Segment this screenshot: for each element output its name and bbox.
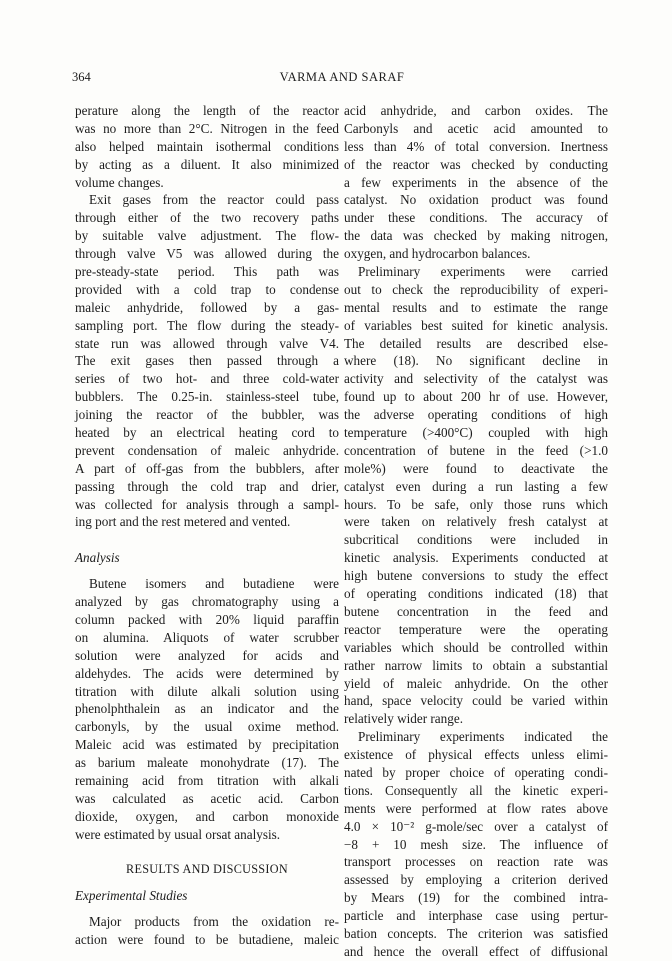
spacer (75, 844, 339, 862)
text-line: Major products from the oxidation re- (89, 914, 339, 930)
text-line: Butene isomers and butadiene were (89, 576, 339, 592)
text-line: was calculated as acetic acid. Carbon (75, 790, 339, 806)
text-line: particle and interphase case using pertur- (344, 908, 608, 924)
text-line: column packed with 20% liquid paraffin (75, 611, 339, 627)
text-line: nated by proper choice of operating condi- (344, 764, 608, 780)
text-line: aldehydes. The acids were determined by (75, 665, 339, 681)
text-line: ments were performed at flow rates above (344, 800, 608, 816)
text-line: bubblers. The 0.25-in. stainless-steel tube, (75, 389, 339, 405)
text-line: 4.0 × 10⁻² g-mole/sec over a catalyst of (344, 818, 608, 834)
text-line: also helped maintain isothermal conditions (75, 138, 339, 154)
text-line: the adverse operating conditions of high (344, 407, 608, 423)
paragraph (75, 102, 339, 191)
text-line: of variables best suited for kinetic analysis. (344, 317, 608, 333)
section-heading-analysis: Analysis (75, 550, 120, 566)
text-line: The exit gases then passed through a (75, 353, 339, 369)
text-line: by acting as a diluent. It also minimized (75, 156, 339, 172)
text-line: Exit gases from the reactor could pass (89, 192, 339, 208)
text-line: catalyst. No oxidation product was found (344, 192, 608, 208)
text-line: out to check the reproducibility of experi- (344, 281, 608, 297)
text-line: rather narrow limits to obtain a substantial (344, 657, 608, 673)
text-line: assessed by employing a criterion derived (344, 872, 608, 888)
text-line: activity and selectivity of the catalyst was (344, 371, 608, 387)
text-line: of operating conditions indicated (18) that (344, 586, 608, 602)
text-line: acid anhydride, and carbon oxides. The (344, 103, 608, 118)
text-line: mental results and to estimate the range (344, 299, 608, 315)
text-line: where (18). No significant decline in (344, 353, 608, 369)
text-line: Preliminary experiments were carried (358, 264, 608, 280)
text-line: prevent condensation of maleic anhydride. (75, 442, 339, 458)
text-line: dioxide, oxygen, and carbon monoxide (75, 808, 339, 824)
page-header (72, 70, 612, 88)
text-line: reactor temperature were the operating (344, 621, 608, 637)
text-line: volume changes. (75, 174, 164, 190)
text-line: tions. Consequently all the kinetic experi- (344, 782, 608, 798)
text-line: relatively wider range. (344, 711, 463, 727)
text-line: through either of the two recovery paths (75, 210, 339, 226)
subsection-heading-experimental: Experimental Studies (75, 888, 188, 904)
text-line: variables which should be controlled within (344, 639, 608, 655)
spacer (75, 879, 339, 887)
text-line: a few experiments in the absence of the (344, 174, 608, 190)
text-line: butene concentration in the feed and (344, 603, 608, 619)
text-line: existence of physical effects unless elimi- (344, 747, 608, 763)
right-column (344, 102, 608, 961)
text-line: hand, space velocity could be varied within (344, 693, 608, 709)
text-line: kinetic analysis. Experiments conducted at (344, 550, 608, 566)
text-line: by Mears (19) for the combined intra- (344, 890, 608, 906)
text-line: ing port and the rest metered and vented. (75, 514, 291, 530)
text-line: under these conditions. The accuracy of (344, 210, 608, 226)
text-line: hours. To be safe, only those runs which (344, 496, 608, 512)
text-line: heated by an electrical heating cord to (75, 425, 339, 441)
text-line: pre-steady-state period. This path was (75, 264, 339, 280)
text-line: found up to about 200 hr of use. However, (344, 389, 608, 405)
spacer (75, 567, 339, 575)
text-line: the data was checked by making nitrogen, (344, 228, 608, 244)
paragraph (75, 913, 339, 949)
text-line: mole%) were found to deactivate the (344, 460, 608, 476)
text-line: series of two hot- and three cold-water (75, 371, 339, 387)
text-line: on alumina. Aliquots of water scrubber (75, 629, 339, 645)
text-line: analyzed by gas chromatography using a (75, 594, 339, 610)
text-line: through valve V5 was allowed during the (75, 246, 339, 262)
left-column (75, 102, 339, 949)
text-line: perature along the length of the reactor (75, 103, 339, 118)
text-line: oxygen, and hydrocarbon balances. (344, 246, 531, 262)
text-line: yield of maleic anhydride. On the other (344, 675, 608, 691)
text-line: was no more than 2°C. Nitrogen in the feed (75, 120, 339, 136)
text-line: by suitable valve adjustment. The flow- (75, 228, 339, 244)
paragraph (344, 728, 608, 961)
section-heading-results: RESULTS AND DISCUSSION (126, 862, 288, 877)
text-line: passing through the cold trap and drier, (75, 478, 339, 494)
text-line: concentration of butene in the feed (>1.0 (344, 442, 608, 458)
text-line: phenolphthalein as an indicator and the (75, 701, 339, 717)
text-line: of the reactor was checked by conducting (344, 156, 608, 172)
paragraph (75, 191, 339, 531)
text-line: maleic anhydride, followed by a gas- (75, 299, 339, 315)
text-line: provided with a cold trap to condense (75, 281, 339, 297)
text-line: The detailed results are described else- (344, 335, 608, 351)
paragraph (344, 263, 608, 728)
text-line: Maleic acid was estimated by precipitation (75, 737, 339, 753)
text-line: action were found to be butadiene, maleic (75, 932, 339, 948)
paragraph (344, 102, 608, 263)
spacer (75, 905, 339, 913)
text-line: catalyst even during a run lasting a few (344, 478, 608, 494)
text-line: transport processes on reaction rate was (344, 854, 608, 870)
text-line: less than 4% of total conversion. Inertness (344, 138, 608, 154)
text-line: −8 + 10 mesh size. The influence of (344, 836, 608, 852)
text-line: carbonyls, by the usual oxime method. (75, 719, 339, 735)
running-head: VARMA AND SARAF (279, 70, 405, 84)
text-line: and hence the overall effect of diffusional (344, 943, 608, 959)
page-number: 364 (72, 70, 91, 84)
paragraph (75, 575, 339, 843)
text-line: sampling port. The flow during the steady- (75, 317, 339, 333)
text-line: were taken on relatively fresh catalyst at (344, 514, 608, 530)
text-line: Carbonyls and acetic acid amounted to (344, 120, 608, 136)
text-line: A part of off-gas from the bubblers, after (75, 460, 339, 476)
text-line: bation concepts. The criterion was satisfied (344, 925, 608, 941)
text-line: were estimated by usual orsat analysis. (75, 826, 281, 842)
text-line: solution were analyzed for acids and (75, 647, 339, 663)
text-line: high butene conversions to study the effect (344, 568, 608, 584)
spacer (75, 531, 339, 549)
text-line: Preliminary experiments indicated the (358, 729, 608, 745)
text-line: titration with dilute alkali solution using (75, 683, 339, 699)
text-line: remaining acid from titration with alkali (75, 772, 339, 788)
text-line: joining the reactor of the bubbler, was (75, 407, 339, 423)
text-line: subcritical conditions were included in (344, 532, 608, 548)
text-line: temperature (>400°C) coupled with high (344, 425, 608, 441)
text-line: as barium maleate monohydrate (17). The (75, 755, 339, 771)
text-line: was collected for analysis through a sampl- (75, 496, 339, 512)
text-line: state run was allowed through valve V4. (75, 335, 339, 351)
